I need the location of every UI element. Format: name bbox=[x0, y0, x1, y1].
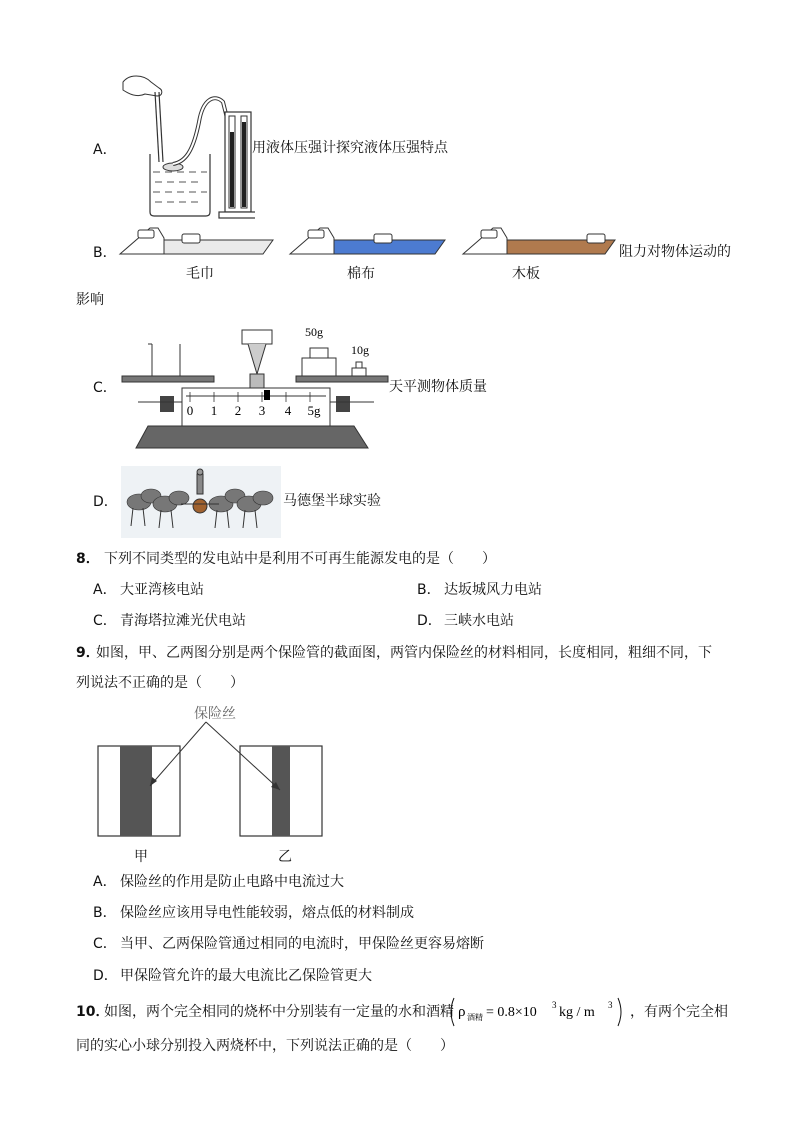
formula-subscript: 酒精 bbox=[467, 1013, 483, 1022]
option-b-text-wrap: 影响 bbox=[76, 292, 104, 308]
q9-option-a-letter: A． bbox=[93, 874, 117, 890]
option-b-letter: B． bbox=[93, 245, 117, 261]
q9-option-b-text: 保险丝应该用导电性能较弱，熔点低的材料制成 bbox=[120, 905, 414, 921]
surface-label-cotton: 棉布 bbox=[347, 266, 375, 282]
liquid-pressure-gauge-figure bbox=[115, 72, 255, 222]
q8-option-a-letter: A． bbox=[93, 582, 117, 598]
q8-option-b-letter: B． bbox=[417, 582, 441, 598]
surface-label-wood: 木板 bbox=[512, 266, 540, 282]
question-8-number: 8． bbox=[76, 551, 100, 567]
q9-option-c-text: 当甲、乙两保险管通过相同的电流时，甲保险丝更容易熔断 bbox=[120, 936, 484, 952]
towel-ramp-figure bbox=[118, 222, 278, 262]
option-d-letter: D． bbox=[93, 494, 118, 510]
option-c-text: 天平测物体质量 bbox=[389, 379, 487, 395]
fuse-caption-yi: 乙 bbox=[278, 849, 292, 865]
scale-tick-0: 0 bbox=[186, 403, 194, 418]
option-a-text: 用液体压强计探究液体压强特点 bbox=[252, 140, 448, 156]
option-b-text: 阻力对物体运动的 bbox=[619, 244, 731, 260]
cotton-ramp-figure bbox=[288, 222, 448, 262]
q8-option-a-text: 大亚湾核电站 bbox=[120, 582, 204, 598]
scale-tick-2: 2 bbox=[234, 403, 242, 418]
question-10-stem-line1a: 如图，两个完全相同的烧杯中分别装有一定量的水和酒精 bbox=[104, 1004, 454, 1020]
q8-option-c-text: 青海塔拉滩光伏电站 bbox=[120, 613, 246, 629]
q8-option-c-letter: C． bbox=[93, 613, 117, 629]
option-d-text: 马德堡半球实验 bbox=[283, 493, 381, 509]
formula-rho: ρ bbox=[458, 1004, 466, 1020]
formula-exponent: 3 bbox=[552, 1000, 557, 1010]
option-c-letter: C． bbox=[93, 380, 117, 396]
question-8-stem: 下列不同类型的发电站中是利用不可再生能源发电的是（ ） bbox=[104, 551, 496, 567]
q9-option-c-letter: C． bbox=[93, 936, 117, 952]
q8-option-d-letter: D． bbox=[417, 613, 442, 629]
question-10-number: 10． bbox=[76, 1004, 110, 1020]
question-10-stem-line1b: ，有两个完全相 bbox=[630, 1004, 728, 1020]
q8-option-d-text: 三峡水电站 bbox=[444, 613, 514, 629]
fuse-tube-figure bbox=[96, 700, 328, 868]
q8-option-b-text: 达坂城风力电站 bbox=[444, 582, 542, 598]
q9-option-a-text: 保险丝的作用是防止电路中电流过大 bbox=[120, 874, 344, 890]
wood-ramp-figure bbox=[461, 222, 621, 262]
scale-tick-3: 3 bbox=[258, 403, 266, 418]
question-9-number: 9． bbox=[76, 645, 100, 661]
formula-eq: = 0.8×10 bbox=[486, 1005, 537, 1020]
alcohol-density-formula bbox=[448, 996, 624, 1028]
scale-tick-5: 5g bbox=[307, 403, 321, 418]
magdeburg-hemispheres-photo bbox=[121, 466, 281, 538]
option-a-letter: A． bbox=[93, 142, 117, 158]
q9-option-d-letter: D． bbox=[93, 968, 118, 984]
fuse-caption-jia: 甲 bbox=[134, 849, 148, 865]
formula-unit: kg / m bbox=[559, 1005, 595, 1020]
fuse-label: 保险丝 bbox=[194, 706, 236, 722]
weight-10g-label: 10g bbox=[351, 343, 369, 357]
scale-tick-1: 1 bbox=[210, 403, 218, 418]
surface-label-towel: 毛巾 bbox=[186, 266, 214, 282]
question-10-stem-line2: 同的实心小球分别投入两烧杯中，下列说法正确的是（ ） bbox=[76, 1038, 454, 1054]
question-9-stem-line2: 列说法不正确的是（ ） bbox=[76, 675, 244, 691]
q9-option-b-letter: B． bbox=[93, 905, 117, 921]
formula-unit-exponent: 3 bbox=[608, 1000, 613, 1010]
question-9-stem-line1: 如图，甲、乙两图分别是两个保险管的截面图，两管内保险丝的材料相同，长度相同，粗细不同，下 bbox=[96, 645, 712, 661]
weight-50g-label: 50g bbox=[305, 325, 323, 339]
scale-tick-4: 4 bbox=[284, 403, 292, 418]
q9-option-d-text: 甲保险管允许的最大电流比乙保险管更大 bbox=[120, 968, 372, 984]
balance-scale-figure bbox=[118, 322, 393, 452]
